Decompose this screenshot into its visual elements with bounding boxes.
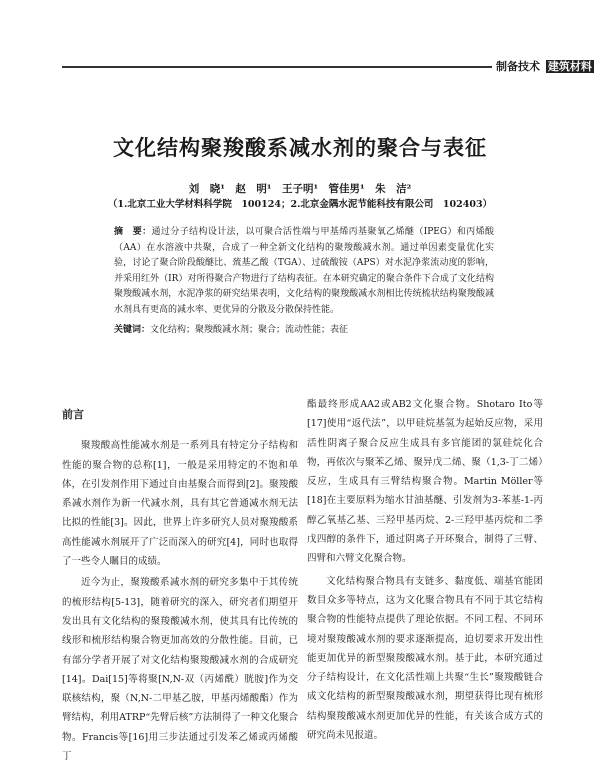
header-rule xyxy=(62,66,492,68)
affiliation: （1.北京工业大学材料科学院 100124；2.北京金隅水泥节能科技有限公司 102403） xyxy=(107,199,493,210)
paragraph: 酯最终形成AA2或AB2文化聚合物。Shotaro Ito等[17]使用“返代法”，以甲硅烷基氢为起始反应物，采用活性阴离子聚合反应生成具有多官能团的氯硅烷化合物，再依次与聚苯乙烯、聚异戊二烯、聚（1,3-丁二烯）反应，生成具有三臂结构聚合物。Martin Möller等[18]在主要原料为缩水甘油基醚、引发剂为3-苯基-1-丙醇乙氧基乙基、三羟甲基丙烷、2-三羟甲基丙烷和二季戊四醇的条件下，通过阴离子开环聚合，制得了三臂、四臂和六臂文化聚合物。 xyxy=(307,399,543,565)
keywords xyxy=(114,322,494,335)
section-label: 制备技术 xyxy=(496,60,540,73)
section-tag: 建筑材料 xyxy=(547,60,592,73)
right-column xyxy=(307,395,543,745)
section-heading: 前言 xyxy=(62,408,84,421)
abstract-label: 摘 要： xyxy=(114,227,152,237)
keywords-text: 文化结构；聚羧酸减水剂；聚合；流动性能；表征 xyxy=(150,325,349,335)
authors: 刘 晓¹ 赵 明¹ 王子明¹ 管佳男¹ 朱 洁² xyxy=(188,183,412,195)
left-column xyxy=(62,395,298,766)
paragraph: 聚羧酸高性能减水剂是一系列具有特定分子结构和性能的聚合物的总称[1]，一般是采用特定的不饱和单体，在引发剂作用下通过自由基聚合而得到[2]。聚羧酸系减水剂作为新一代减水剂，具有其它普通减水剂无法比拟的性能[3]。因此，世界上许多研究人员对聚羧酸系高性能减水剂展开了广泛而深入的研究[4]，同时也取得了一些令人瞩目的成绩。 xyxy=(62,440,298,568)
abstract xyxy=(114,225,494,318)
paragraph: 文化结构聚合物具有支链多、黏度低、端基官能团数目众多等特点，这为文化聚合物具有不同于其它结构聚合物的性能特点提供了理论依据。不同工程、不同环境对聚羧酸减水剂的要求逐渐提高，迫切要求开发出性能更加优异的新型聚羧酸减水剂。基于此，本研究通过分子结构设计，在文化活性端上共聚“生长”聚羧酸链合成文化结构的新型聚羧酸减水剂，期望获得比现有梳形结构聚羧酸减水剂更加优异的性能，有关该合成方式的研究尚未见报道。 xyxy=(307,575,543,742)
section-header xyxy=(496,58,594,74)
paper-title: 文化结构聚羧酸系减水剂的聚合与表征 xyxy=(113,136,487,160)
keywords-label: 关键词： xyxy=(114,325,151,335)
paragraph: 近今为止，聚羧酸系减水剂的研究多集中于其传统的梳形结构[5-13]，随着研究的深入，研究者们期望开发出具有文化结构的聚羧酸减水剂，使其具有比传统的线形和梳形结构聚合物更加高效的分散性能。目前，已有部分学者开展了对文化结构聚羧酸减水剂的合成研究[14]。Dai[15]等将聚[N,N-双（丙烯酰）胱胺]作为交联核结构，聚（N,N-二甲基乙胺，甲基丙烯酸酯）作为臂结构，利用ATRP“先臂后核”方法制得了一种文化聚合物。Francis等[16]用三步法通过引发苯乙烯或丙烯酸丁 xyxy=(62,577,298,763)
abstract-text: 通过分子结构设计法，以可聚合活性端与甲基烯丙基聚氧乙烯醚（IPEG）和丙烯酸（AA）在水溶液中共聚，合成了一种全新文化结构的聚羧酸减水剂。通过单因素变量优化实验，讨论了聚合阶段酸醚比、巯基乙酸（TGA）、过硫酸铵（APS）对水泥净浆流动度的影响，并采用红外（IR）对所得聚合产物进行了结构表征。在本研究确定的聚合条件下合成了文化结构聚羧酸减水剂，水泥净浆的研究结果表明，文化结构的聚羧酸减水剂相比传统梳状结构聚羧酸减水剂具有更高的减水率、更优异的分散及分散保持性能。 xyxy=(114,227,494,315)
